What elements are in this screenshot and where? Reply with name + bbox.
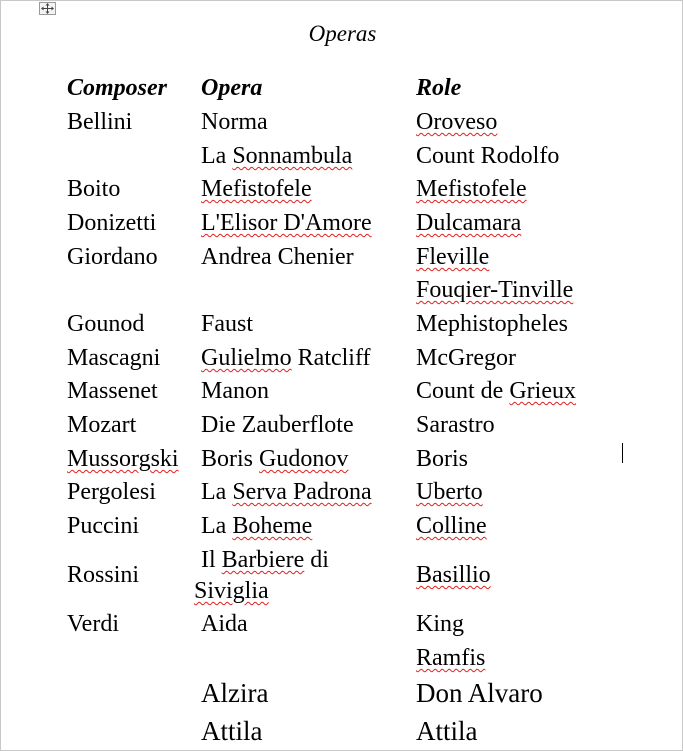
opera-text: La <box>201 479 233 505</box>
role-cell: Fleville <box>416 244 490 270</box>
role-cell: Oroveso <box>416 109 498 135</box>
composer-cell: Bellini <box>67 109 133 135</box>
opera-text-misspelled: Serva Padrona <box>232 479 372 505</box>
opera-text: Boris <box>201 446 260 472</box>
role-cell: Mephistopheles <box>416 311 568 337</box>
opera-text: di <box>304 547 329 573</box>
opera-text-misspelled: Barbiere <box>221 547 305 573</box>
composer-cell: Verdi <box>67 611 119 637</box>
opera-cell: Attila <box>201 716 263 746</box>
header-role: Role <box>416 75 462 101</box>
role-text: Count de <box>416 378 510 404</box>
opera-cell: Norma <box>201 109 268 135</box>
role-cell: Count Rodolfo <box>416 143 560 169</box>
role-cell: Don Alvaro <box>416 678 543 708</box>
role-cell: Attila <box>416 716 478 746</box>
opera-cell: Mefistofele <box>201 176 312 202</box>
role-cell: Basillio <box>416 562 491 588</box>
role-cell: Uberto <box>416 479 483 505</box>
opera-cell-continued: Siviglia <box>194 578 269 604</box>
composer-cell: Puccini <box>67 513 139 539</box>
role-cell: Mefistofele <box>416 176 527 202</box>
role-cell: King <box>416 611 464 637</box>
opera-cell: Die Zauberflote <box>201 412 354 438</box>
composer-cell: Gounod <box>67 311 145 337</box>
opera-cell: Andrea Chenier <box>201 244 354 270</box>
role-cell: Colline <box>416 513 487 539</box>
opera-text: La <box>201 143 233 169</box>
composer-cell: Massenet <box>67 378 158 404</box>
composer-cell: Mussorgski <box>67 446 179 472</box>
table-move-handle-icon[interactable] <box>39 2 56 15</box>
opera-cell <box>201 545 329 575</box>
opera-text-misspelled: Gudonov <box>259 446 349 472</box>
opera-text: La <box>201 513 233 539</box>
role-cell: McGregor <box>416 345 516 371</box>
text-cursor <box>622 443 623 463</box>
role-cell <box>416 376 576 406</box>
opera-text-misspelled: Sonnambula <box>232 143 353 169</box>
composer-cell: Mozart <box>67 412 137 438</box>
composer-cell: Donizetti <box>67 210 157 236</box>
opera-cell: Faust <box>201 311 254 337</box>
role-cell: Dulcamara <box>416 210 522 236</box>
role-cell: Sarastro <box>416 412 495 438</box>
composer-cell: Mascagni <box>67 345 161 371</box>
opera-cell <box>201 477 372 507</box>
header-opera: Opera <box>201 75 263 101</box>
opera-text: Ratcliff <box>291 345 371 371</box>
table-caption: Operas <box>308 21 377 46</box>
composer-cell: Rossini <box>67 562 140 588</box>
opera-cell <box>201 141 352 171</box>
opera-cell <box>201 444 348 474</box>
opera-text-misspelled: Gulielmo <box>201 345 292 371</box>
role-cell: Ramfis <box>416 645 486 671</box>
opera-text: Il <box>201 547 222 573</box>
composer-cell: Boito <box>67 176 121 202</box>
composer-cell: Pergolesi <box>67 479 156 505</box>
role-text-misspelled: Grieux <box>509 378 576 404</box>
opera-text-misspelled: Boheme <box>232 513 313 539</box>
opera-cell: Alzira <box>201 678 269 708</box>
role-cell: Boris <box>416 446 469 472</box>
opera-cell: Manon <box>201 378 269 404</box>
composer-cell: Giordano <box>67 244 158 270</box>
role-cell: Fouqier-Tinville <box>416 277 574 303</box>
opera-cell: L'Elisor D'Amore <box>201 210 372 236</box>
opera-cell <box>201 343 371 373</box>
header-composer: Composer <box>67 75 168 101</box>
opera-cell: Aida <box>201 611 248 637</box>
opera-cell <box>201 511 312 541</box>
